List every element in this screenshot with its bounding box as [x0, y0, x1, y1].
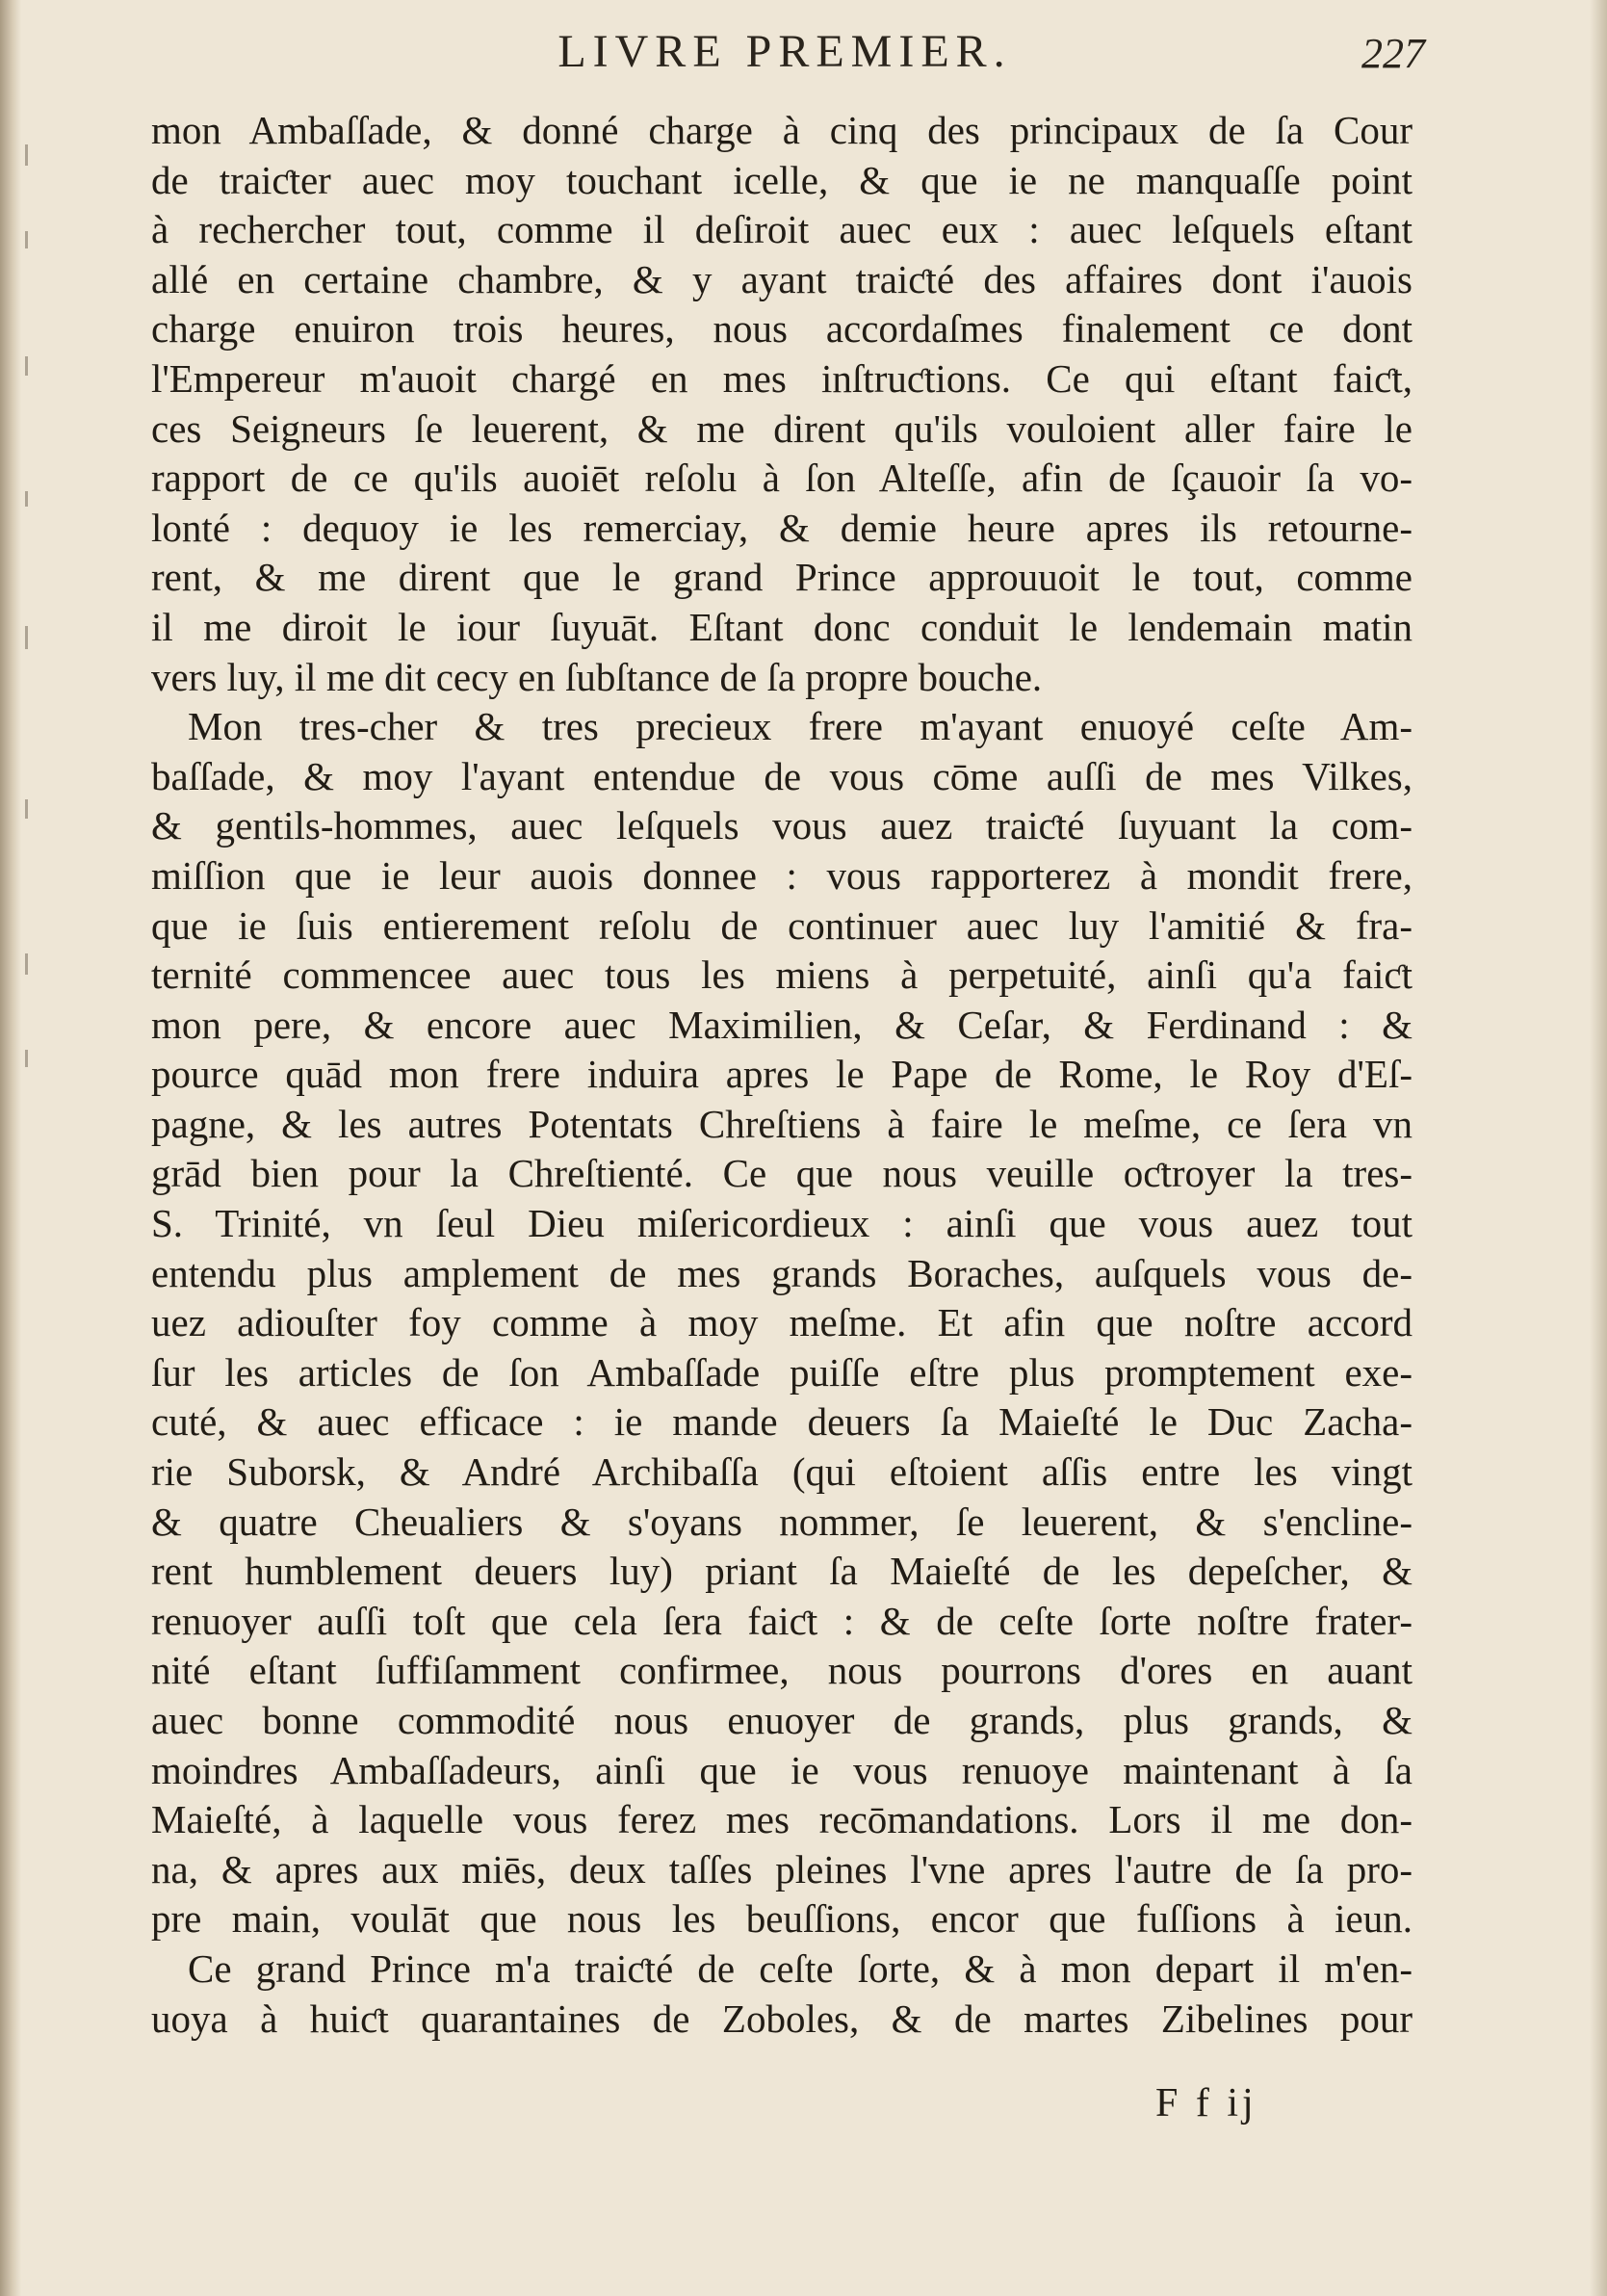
text-line: de traiƈter auec moy touchant icelle, & que ie ne manquaſſe point [151, 157, 1413, 202]
text-line: mon Ambaſſade, & donné charge à cinq des principaux de ſa Cour [151, 108, 1413, 152]
text-line: baſſade, & moy l'ayant entendue de vous cōme auſſi de mes Vilkes, [151, 753, 1413, 798]
text-line: rent humblement deuers luy) priant ſa Maieſté de les depeſcher, & [151, 1549, 1413, 1594]
page-header [144, 25, 1425, 102]
text-line: à rechercher tout, comme il deſiroit auec eux : auec leſquels eſtant [151, 207, 1413, 252]
text-line: uez adiouſter foy comme à moy meſme. Et afin que noſtre accord [151, 1300, 1413, 1345]
text-line: charge enuiron trois heures, nous accordaſmes finalement ce dont [151, 306, 1413, 352]
text-line: & gentils-hommes, auec leſquels vous auez traiƈté ſuyuant la com- [151, 803, 1413, 848]
body-text [151, 106, 1413, 2044]
text-line: S. Trinité, vn ſeul Dieu miſericordieux : ainſi que vous auez tout [151, 1201, 1413, 1246]
running-title: LIVRE PREMIER. [557, 26, 1012, 77]
text-line: auec bonne commodité nous enuoyer de grands, plus grands, & [151, 1698, 1413, 1742]
text-line: ſur les articles de ſon Ambaſſade puiſſe eſtre plus promptement exe- [151, 1349, 1413, 1395]
text-line: grād bien pour la Chreſtienté. Ce que nous veuille oƈtroyer la tres- [151, 1151, 1413, 1196]
text-line: ternité commencee auec tous les miens à perpetuité, ainſi qu'a faiƈt [151, 952, 1413, 998]
text-line: moindres Ambaſſadeurs, ainſi que ie vous renuoye maintenant à ſa [151, 1747, 1413, 1792]
text-line: il me diroit le iour ſuyuāt. Eſtant donc conduit le lendemain matin [151, 604, 1413, 649]
text-line: lonté : dequoy ie les remerciay, & demie heure apres ils retourne- [151, 505, 1413, 550]
text-line: entendu plus amplement de mes grands Boraches, auſquels vous de- [151, 1250, 1413, 1295]
text-line: l'Empereur m'auoit chargé en mes inſtruƈtions. Ce qui eſtant faiƈt, [151, 355, 1413, 401]
text-line: pource quād mon frere induira apres le Pape de Rome, le Roy d'Eſ- [151, 1052, 1413, 1097]
text-line: ces Seigneurs ſe leuerent, & me dirent qu'ils vouloient aller faire le [151, 405, 1413, 451]
text-line: pre main, voulāt que nous les beuſſions, encor que fuſſions à ieun. [151, 1896, 1413, 1942]
text-line: & quatre Cheualiers & s'oyans nommer, ſe leuerent, & s'encline- [151, 1499, 1413, 1544]
text-line: na, & apres aux miēs, deux taſſes pleines l'vne apres l'autre de ſa pro- [151, 1846, 1413, 1892]
text-line: Mon tres-cher & tres precieux frere m'ayant enuoyé ceſte Am- [188, 704, 1413, 749]
text-line: pagne, & les autres Potentats Chreſtiens à faire le meſme, ce ſera vn [151, 1101, 1413, 1146]
text-line: miſſion que ie leur auois donnee : vous rapporterez à mondit frere, [151, 852, 1413, 898]
page-number: 227 [1361, 30, 1425, 77]
text-line: nité eſtant ſuffiſamment confirmee, nous pourrons d'ores en auant [151, 1648, 1413, 1693]
text-line: rent, & me dirent que le grand Prince approuuoit le tout, comme [151, 555, 1413, 600]
text-line: allé en certaine chambre, & y ayant traiƈté des affaires dont i'auois [151, 256, 1413, 301]
binding-edge-marks [25, 125, 44, 1088]
text-line: que ie ſuis entierement reſolu de continuer auec luy l'amitié & fra- [151, 902, 1413, 948]
text-line: Maieſté, à laquelle vous ferez mes recōmandations. Lors il me don- [151, 1797, 1413, 1842]
text-line: Ce grand Prince m'a traiƈté de ceſte ſorte, & à mon depart il m'en- [188, 1945, 1413, 1991]
text-line: vers luy, il me dit cecy en ſubſtance de ſa propre bouche. [151, 654, 1043, 699]
text-line: renuoyer auſſi toſt que cela ſera faiƈt : & de ceſte ſorte noſtre frater- [151, 1598, 1413, 1643]
text-line: uoya à huiƈt quarantaines de Zoboles, & de martes Zibelines pour [151, 1996, 1413, 2041]
text-line: rapport de ce qu'ils auoiēt reſolu à ſon Alteſſe, afin de ſçauoir ſa vo- [151, 456, 1413, 501]
text-line: cuté, & auec efficace : ie mande deuers ſa Maieſté le Duc Zacha- [151, 1399, 1413, 1445]
signature-mark: F f ij [1155, 2081, 1257, 2126]
text-line: rie Suborsk, & André Archibaſſa (qui eſtoient aſſis entre les vingt [151, 1449, 1413, 1495]
text-line: mon pere, & encore auec Maximilien, & Ceſar, & Ferdinand : & [151, 1002, 1413, 1047]
